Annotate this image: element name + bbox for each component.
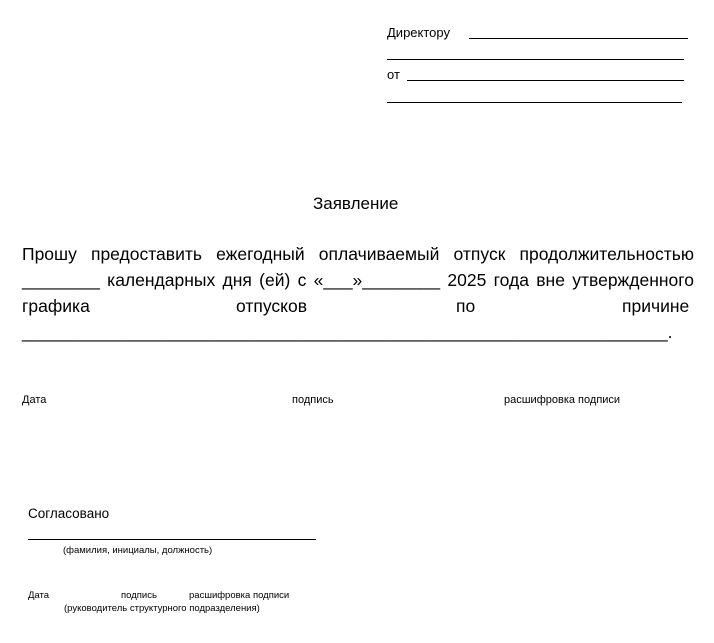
director-name-line	[469, 38, 688, 39]
body-line-4: __________________________________________________________________.	[22, 322, 673, 342]
director-extra-line	[387, 59, 684, 60]
date-label: Дата	[22, 394, 47, 406]
body-line-1: Прошу предоставить ежегодный оплачиваемый отпуск продолжительностью	[22, 244, 694, 264]
from-name-line	[407, 80, 684, 81]
body-line-2: ________ календарных дня (ей) с «___»________ 2025 года вне утвержденного	[22, 270, 694, 290]
approval-date-label: Дата	[28, 590, 50, 601]
manager-caption: (руководитель структурного подразделения)	[64, 603, 260, 614]
body-word-po: по	[456, 296, 476, 316]
body-word-otpuskov: отпусков	[236, 296, 308, 316]
approval-signature-label: подпись	[121, 590, 157, 601]
approval-name-line	[28, 539, 316, 540]
from-label: от	[387, 67, 400, 82]
approval-decoding-label: расшифровка подписи	[189, 590, 290, 601]
approval-label: Согласовано	[28, 506, 110, 521]
body-word-grafika: графика	[22, 296, 90, 316]
body-word-prichine: причине	[622, 296, 690, 316]
signature-label: подпись	[292, 394, 334, 406]
from-extra-line	[387, 102, 682, 103]
director-label: Директору	[387, 25, 450, 40]
document-title: Заявление	[313, 194, 399, 213]
signature-decoding-label: расшифровка подписи	[504, 394, 621, 406]
approval-caption: (фамилия, инициалы, должность)	[63, 545, 213, 556]
